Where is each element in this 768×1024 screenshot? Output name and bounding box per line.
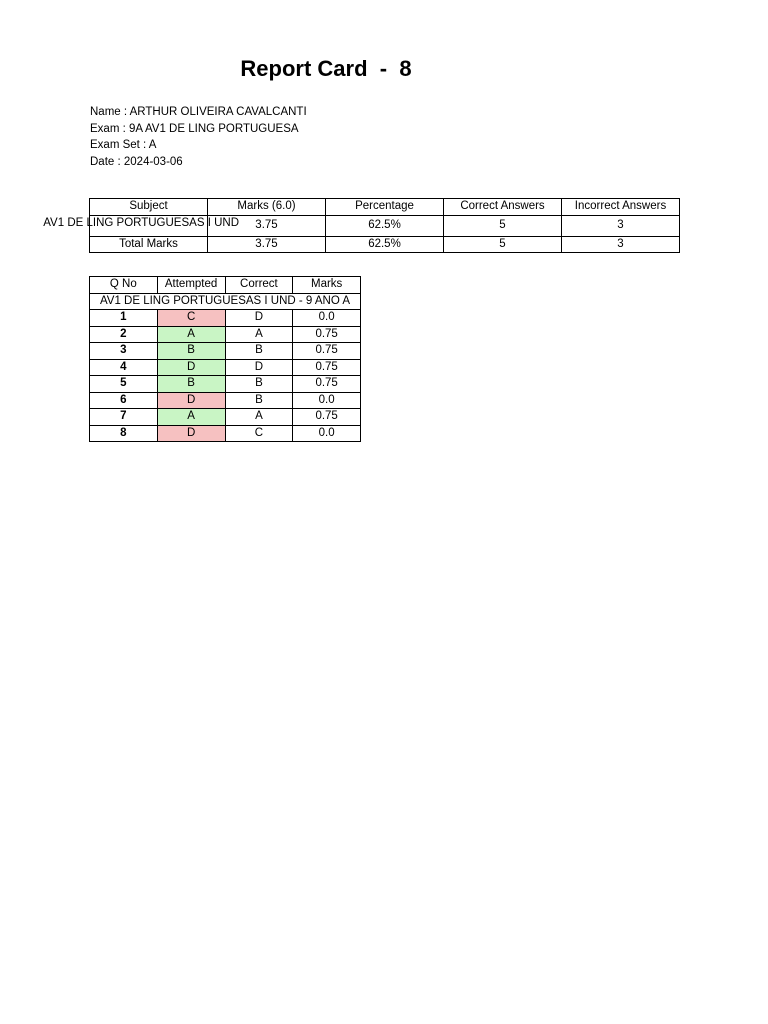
summary-subject-cell [43,215,239,236]
question-number: 6 [90,392,158,409]
summary-subject-marks: 3.75 [208,215,326,236]
question-section-title: AV1 DE LING PORTUGUESAS I UND - 9 ANO A [90,293,361,310]
summary-total-row [90,236,680,253]
question-number: 7 [90,409,158,426]
question-marks: 0.75 [293,376,361,393]
question-number: 3 [90,343,158,360]
table-row [90,409,361,426]
exam-set: Exam Set : A [90,139,157,152]
summary-total-incorrect: 3 [562,236,680,253]
question-marks: 0.0 [293,392,361,409]
question-correct: B [225,392,293,409]
question-header-correct: Correct [225,277,293,294]
question-attempted: B [157,343,225,360]
question-correct: B [225,376,293,393]
question-attempted: C [157,310,225,327]
table-row [90,310,361,327]
table-row [90,326,361,343]
summary-total-label: Total Marks [90,236,208,253]
question-attempted: A [157,409,225,426]
summary-subject-percentage: 62.5% [326,215,444,236]
question-header-attempted: Attempted [157,277,225,294]
question-marks: 0.0 [293,310,361,327]
question-number: 5 [90,376,158,393]
summary-header-incorrect: Incorrect Answers [562,199,680,216]
summary-subject-incorrect: 3 [562,215,680,236]
question-marks: 0.75 [293,409,361,426]
exam-date: Date : 2024-03-06 [90,156,183,169]
summary-total-percentage: 62.5% [326,236,444,253]
question-attempted: D [157,392,225,409]
summary-total-correct: 5 [444,236,562,253]
question-attempted: D [157,425,225,442]
question-number: 4 [90,359,158,376]
summary-header-correct: Correct Answers [444,199,562,216]
question-number: 2 [90,326,158,343]
question-header-marks: Marks [293,277,361,294]
table-row [90,392,361,409]
summary-total-marks: 3.75 [208,236,326,253]
summary-subject-correct: 5 [444,215,562,236]
page-title: Report Card - 8 [240,56,412,81]
question-correct: A [225,326,293,343]
question-marks: 0.75 [293,326,361,343]
question-correct: C [225,425,293,442]
summary-header-percentage: Percentage [326,199,444,216]
question-correct: D [225,310,293,327]
question-table [89,276,361,442]
summary-subject-row [90,215,680,236]
table-row [90,425,361,442]
summary-header-subject: Subject [90,199,208,216]
question-marks: 0.75 [293,359,361,376]
question-correct: A [225,409,293,426]
question-marks: 0.0 [293,425,361,442]
summary-header-marks: Marks (6.0) [208,199,326,216]
table-row [90,359,361,376]
question-correct: B [225,343,293,360]
question-section-row [90,293,361,310]
exam-name: Exam : 9A AV1 DE LING PORTUGUESA [90,122,299,135]
student-info [90,104,307,171]
summary-header-row [90,199,680,216]
table-row [90,343,361,360]
question-number: 8 [90,425,158,442]
question-header-row [90,277,361,294]
question-attempted: A [157,326,225,343]
summary-subject-name: AV1 DE LING PORTUGUESAS I UND [43,216,239,229]
question-header-qno: Q No [90,277,158,294]
summary-table [43,198,680,253]
question-attempted: D [157,359,225,376]
student-name: Name : ARTHUR OLIVEIRA CAVALCANTI [90,106,307,118]
table-row [90,376,361,393]
question-number: 1 [90,310,158,327]
question-marks: 0.75 [293,343,361,360]
question-attempted: B [157,376,225,393]
question-correct: D [225,359,293,376]
